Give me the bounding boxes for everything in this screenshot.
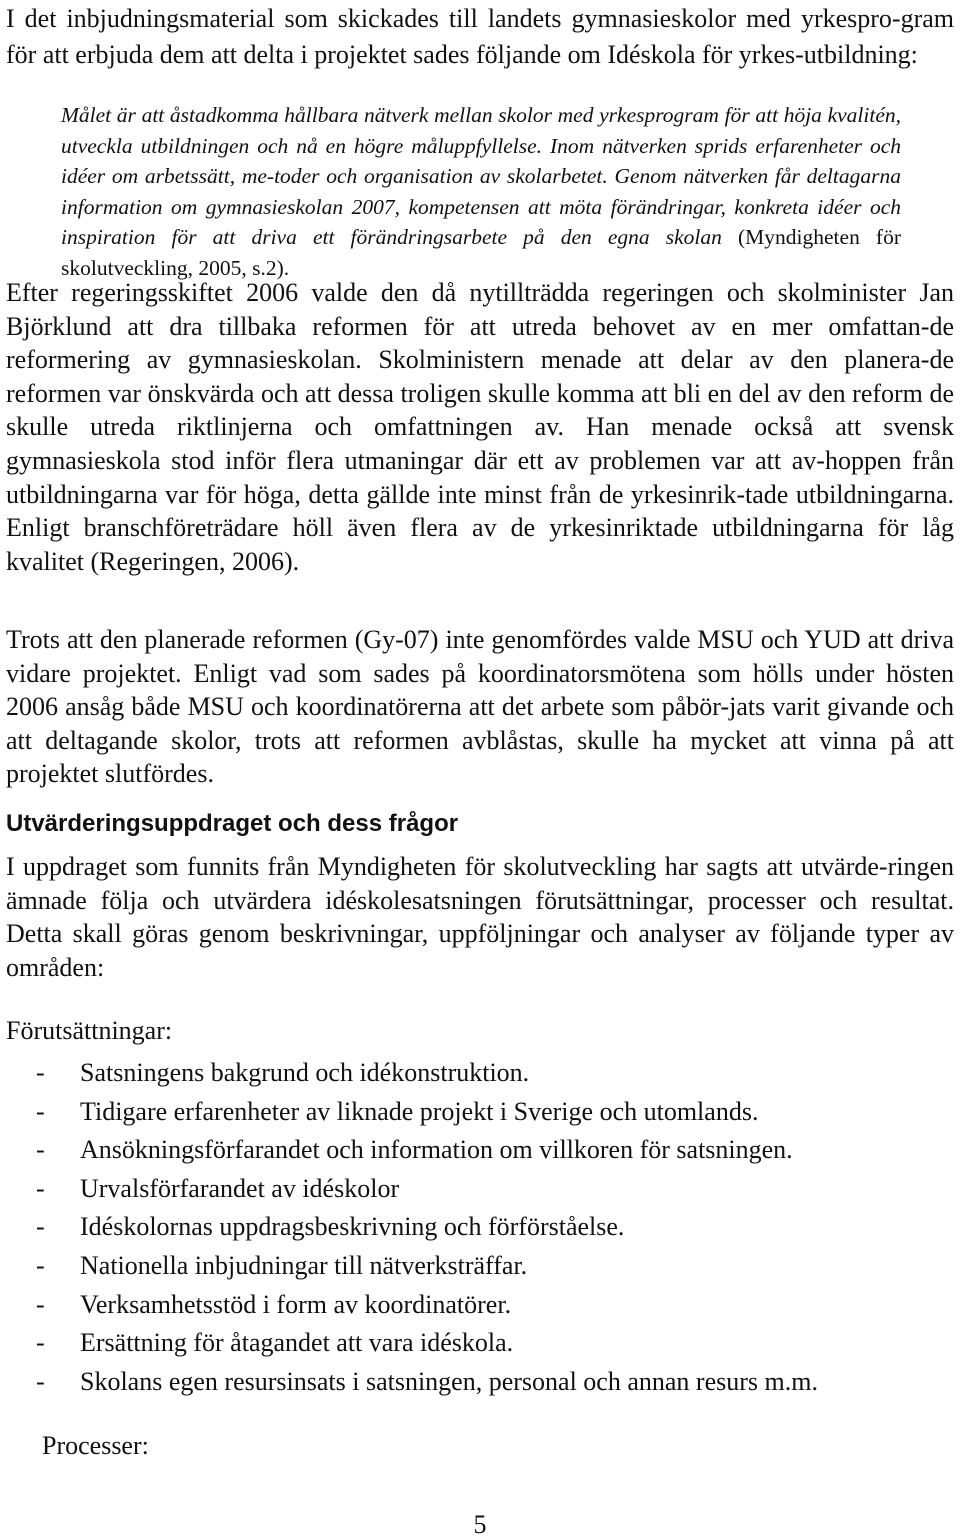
list-item-text: Nationella inbjudningar till nätverksträffar. [80,1250,528,1280]
list-item-text: Tidigare erfarenheter av liknade projekt i Sverige och utomlands. [80,1096,759,1126]
dash-bullet: - [36,1135,45,1165]
block-quote [61,100,901,283]
list-item [6,1054,954,1093]
paragraph-regeringsskiftet: Efter regeringsskiftet 2006 valde den då nytillträdda regeringen och skolminister Jan Björklund att dra tillbaka reformen för att utreda behovet av en mer omfattan-de reformering av gymnasieskolan. Skolministern menade att delar av den planera-de reformen var önskvärda och att dessa troligen skulle komma att bli en del av den reform de skulle utreda riktlinjerna och omfattningen av. Han menade också att svensk gymnasieskola stod inför flera utmaningar där ett av problemen var att av-hoppen från utbildningarna var för höga, detta gällde inte minst från de yrkesinrik-tade utbildningarna. Enligt branschföreträdare höll även flera av de yrkesinriktade utbildningarna för låg kvalitet (Regeringen, 2006). [6,278,954,576]
dash-bullet: - [36,1096,45,1126]
list-item [6,1131,954,1170]
forutsattningar-label: Förutsättningar: [6,1016,173,1045]
list-item-text: Idéskolornas uppdragsbeskrivning och förförståelse. [80,1212,625,1242]
dash-bullet: - [36,1250,45,1280]
list-item [6,1286,954,1325]
section-heading: Utvärderingsuppdraget och dess frågor [6,810,459,837]
list-item-text: Ersättning för åtagandet att vara idéskola. [80,1328,514,1358]
list-item-text: Satsningens bakgrund och idékonstruktion. [80,1058,530,1087]
list-item [6,1363,954,1402]
list-item [6,1247,954,1286]
dash-bullet: - [36,1366,45,1396]
dash-bullet: - [36,1173,45,1203]
paragraph-uppdraget: I uppdraget som funnits från Myndigheten för skolutveckling har sagts att utvärde-ringen ämnade följa och utvärdera idéskolesatsningen förutsättningar, processer och resultat. Detta skall göras genom beskrivningar, uppföljningar och analyser av följande typer av områden: [6,852,954,982]
dash-bullet: - [36,1289,45,1319]
dash-bullet: - [36,1058,45,1087]
forutsattningar-list [6,1054,954,1401]
list-item-text: Ansökningsförfarandet och information om villkoren för satsningen. [80,1135,793,1165]
list-item [6,1208,954,1247]
document-page [6,0,956,1537]
intro-paragraph: I det inbjudningsmaterial som skickades till landets gymnasieskolor med yrkespro-gram för att erbjuda dem att delta i projektet sades följande om Idéskola för yrkes-utbildning: [6,4,954,69]
quote-citation: (Myndigheten för skolutveckling, 2005, s.2). [61,225,901,280]
page-number: 5 [473,1510,487,1539]
list-item-text: Verksamhetsstöd i form av koordinatörer. [80,1289,512,1319]
paragraph-gy07: Trots att den planerade reformen (Gy-07) inte genomfördes valde MSU och YUD att driva vidare projektet. Enligt vad som sades på koordinatorsmötena som hölls under hösten 2006 ansåg både MSU och koordinatörerna att det arbete som påbör-jats varit givande och att deltagande skolor, trots att reformen avblåstas, skulle ha mycket att vinna på att projektet slutfördes. [6,625,954,789]
quote-text: Målet är att åstadkomma hållbara nätverk mellan skolor med yrkesprogram för att höja kvalitén, utveckla utbildningen och nå en högre måluppfyllelse. Inom nätverken sprids erfarenheter och idéer om arbetssätt, me-toder och organisation av skolarbetet. Genom nätverken får deltagarna information om gymnasieskolan 2007, kompetensen att möta förändringar, konkreta idéer och inspiration för att driva ett förändringsarbete på den egna skolan [61,103,901,249]
dash-bullet: - [36,1212,45,1242]
list-item [6,1170,954,1209]
dash-bullet: - [36,1328,45,1358]
list-item-text: Urvalsförfarandet av idéskolor [80,1173,400,1203]
list-item [6,1093,954,1132]
processer-label: Processer: [42,1431,149,1460]
list-item [6,1324,954,1363]
list-item-text: Skolans egen resursinsats i satsningen, personal och annan resurs m.m. [80,1366,818,1396]
